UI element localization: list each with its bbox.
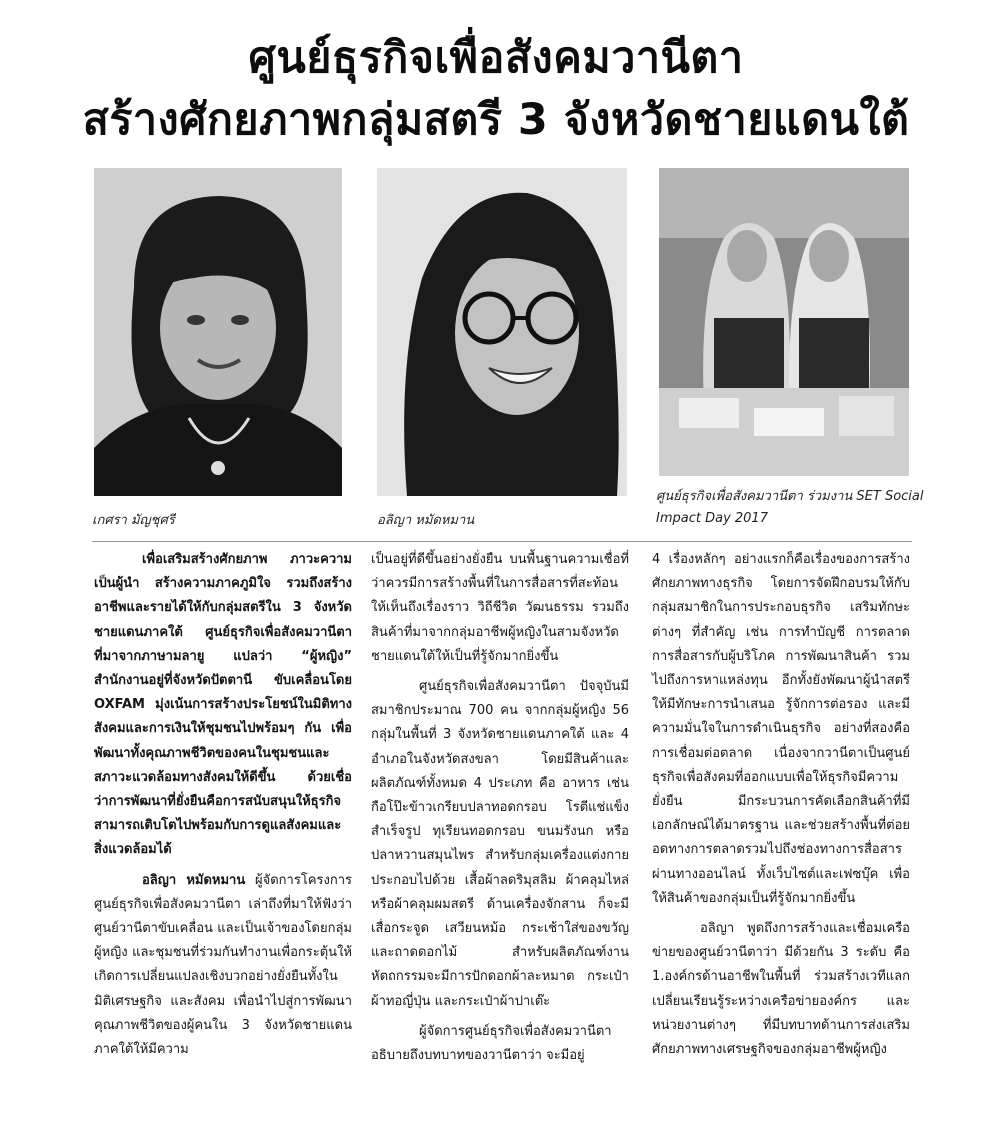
photo-2-caption: อลิญา หมัดหมาน bbox=[377, 513, 475, 528]
article-column-2 bbox=[371, 548, 629, 1068]
photo-3-caption: ศูนย์ธุรกิจเพื่อสังคมวานีตา ร่วมงาน SET Social Impact Day 2017 bbox=[656, 489, 924, 526]
photo-portrait-2 bbox=[377, 168, 627, 496]
section-divider bbox=[92, 541, 912, 542]
portrait-1-image bbox=[94, 168, 342, 496]
article-paragraph: เป็นอยู่ที่ดีขึ้นอย่างยั่งยืน บนพื้นฐานความเชื่อที่ว่าควรมีการสร้างพื้นที่ในการสื่อสารที่สะท้อนให้เห็นถึงเรื่องราว วิถีชีวิต วัฒนธรรม รวมถึงสินค้าที่มาจากกลุ่มอาชีพผู้หญิงในสามจังหวัดชายแดนใต้ให้เป็นที่รู้จักมากยิ่งขึ้น bbox=[371, 552, 629, 664]
headline-line-1: ศูนย์ธุรกิจเพื่อสังคมวานีตา bbox=[248, 33, 744, 83]
article-column-3 bbox=[652, 548, 910, 1062]
article-paragraph: 4 เรื่องหลักๆ อย่างแรกก็คือเรื่องของการสร้างศักยภาพทางธุรกิจ โดยการจัดฝึกอบรมให้กับกลุ่มสมาชิกในการประกอบธุรกิจ เสริมทักษะต่างๆ ที่สำคัญ เช่น การทำบัญชี การตลาด การสื่อสารกับผู้บริโภค การพัฒนาสินค้า รวมไปถึงการหาแหล่งทุน อีกทั้งยังพัฒนาผู้นำสตรีให้มีทักษะการนำเสนอ รู้จักการต่อรอง และมีความมั่นใจในการดำเนินธุรกิจ อย่างที่สองคือการเชื่อมต่อตลาด เนื่องจากวานีตาเป็นศูนย์ธุรกิจเพื่อสังคมที่ออกแบบเพื่อให้ธุรกิจมีความยั่งยืน มีกระบวนการคัดเลือกสินค้าที่มีเอกลักษณ์ได้มาตรฐาน และช่วยสร้างพื้นที่ต่อยอดทางการตลาดรวมไปถึงช่องทางการสื่อสารผ่านทางออนไลน์ ทั้งเว็บไซต์และเฟซบุ๊ค เพื่อให้สินค้าของกลุ่มเป็นที่รู้จักมากยิ่งขึ้น bbox=[652, 552, 910, 906]
person-name: อลิญา หมัดหมาน bbox=[142, 872, 246, 888]
article-column-1 bbox=[94, 548, 352, 1062]
portrait-2-image bbox=[377, 168, 627, 496]
photo-portrait-1 bbox=[94, 168, 342, 496]
article-paragraph bbox=[94, 869, 352, 1063]
photo-1-caption: เกศรา มัญชุศรี bbox=[92, 513, 175, 528]
headline-line-2: สร้างศักยภาพกลุ่มสตรี 3 จังหวัดชายแดนใต้ bbox=[82, 95, 910, 145]
article-lead-paragraph: เพื่อเสริมสร้างศักยภาพ ภาวะความเป็นผู้นำ สร้างความภาคภูมิใจ รวมถึงสร้างอาชีพและรายได้ให้กับกลุ่มสตรีใน 3 จังหวัดชายแดนภาคใต้ ศูนย์ธุรกิจเพื่อสังคมวานีตา ที่มาจากภาษามลายู แปลว่า “ผู้หญิง” สำนักงานอยู่ที่จังหวัดปัตตานี ขับเคลื่อนโดย OXFAM มุ่งเน้นการสร้างประโยชน์ในมิติทางสังคมและการเงินให้ชุมชนไปพร้อมๆ กัน เพื่อพัฒนาทั้งคุณภาพชีวิตของคนในชุมชนและสภาวะแวดล้อมทางสังคมให้ดีขึ้น ด้วยเชื่อว่าการพัฒนาที่ยั่งยืนคือการสนับสนุนให้ธุรกิจสามารถเติบโตไปพร้อมกับการดูแลสังคมและสิ่งแวดล้อมได้ bbox=[94, 552, 352, 858]
photo-event-booth bbox=[659, 168, 909, 476]
article-paragraph: ศูนย์ธุรกิจเพื่อสังคมวานีตา ปัจจุบันมีสมาชิกประมาณ 700 คน จากกลุ่มผู้หญิง 56 กลุ่มในพื้นที่ 3 จังหวัดชายแดนภาคใต้ และ 4 อำเภอในจังหวัดสงขลา โดยมีสินค้าและผลิตภัณฑ์ทั้งหมด 4 ประเภท คือ อาหาร เช่น กือโป๊ะข้าวเกรียบปลาทอดกรอบ โรตีแช่แข็งสำเร็จรูป ทุเรียนทอดกรอบ ขนมรังนก หรือ ปลาหวานสมุนไพร สำหรับกลุ่มเครื่องแต่งกาย ประกอบไปด้วย เสื้อผ้าลดริมุสลิม ผ้าคลุมไหล่ หรือผ้าคลุมผมสตรี ด้านเครื่องจักสาน ก็จะมีเสื่อกระจูด เสวียนหม้อ กระเช้าใส่ของขวัญ และถาดดอกไม้ สำหรับผลิตภัณฑ์งานหัตถกรรมจะมีการปักดอกผ้าละหมาด กระเป๋าผ้าทอญี่ปุ่น และกระเป๋าผ้าปาเต๊ะ bbox=[371, 679, 629, 1009]
article-paragraph-text: ผู้จัดการโครงการศูนย์ธุรกิจเพื่อสังคมวานีตา เล่าถึงที่มาให้ฟังว่า ศูนย์วานีตาขับเคลื่อน และเป็นเจ้าของโดยกลุ่มผู้หญิง และชุมชนที่ร่วมกันทำงานเพื่อกระตุ้นให้เกิดการเปลี่ยนแปลงเชิงบวกอย่างยั่งยืนทั้งในมิติเศรษฐกิจ และสังคม เพื่อนำไปสู่การพัฒนาคุณภาพชีวิตของผู้คนใน 3 จังหวัดชายแดนภาคใต้ให้มีความ bbox=[94, 872, 352, 1058]
event-booth-image bbox=[659, 168, 909, 476]
article-paragraph: อลิญา พูดถึงการสร้างและเชื่อมเครือข่ายของศูนย์วานีตาว่า มีด้วยกัน 3 ระดับ คือ 1.องค์กรด้านอาชีพในพื้นที่ ร่วมสร้างเวทีแลกเปลี่ยนเรียนรู้ระหว่างเครือข่ายองค์กร และหน่วยงานต่างๆ ที่มีบทบาทด้านการส่งเสริมศักยภาพทางเศรษฐกิจของกลุ่มอาชีพผู้หญิง bbox=[652, 921, 910, 1058]
article-paragraph: ผู้จัดการศูนย์ธุรกิจเพื่อสังคมวานีตา อธิบายถึงบทบาทของวานีตาว่า จะมีอยู่ bbox=[371, 1023, 612, 1064]
